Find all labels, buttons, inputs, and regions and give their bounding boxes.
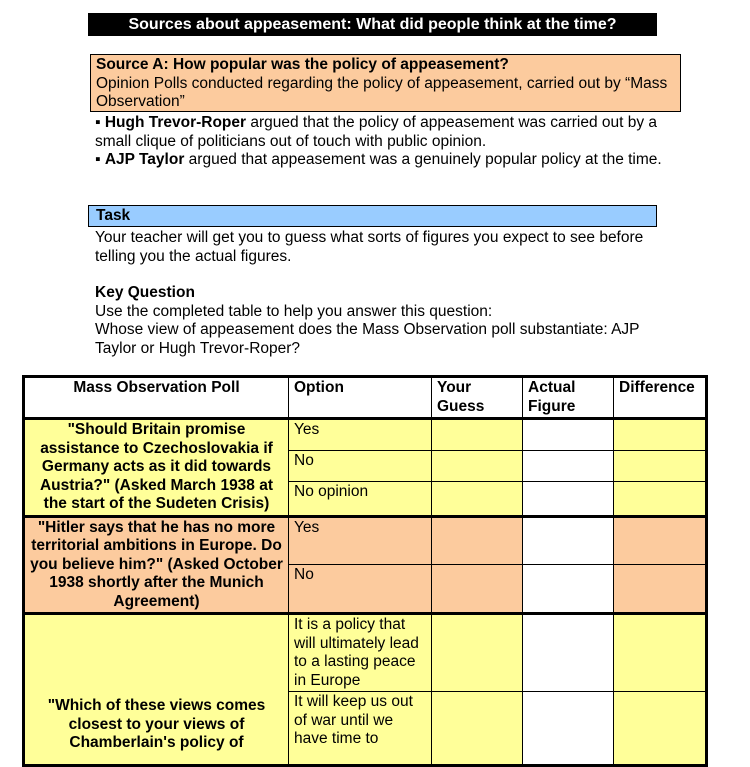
view-text: argued that the policy of appeasement was carried out by a small clique of politicians out of touch with public opinion. — [95, 114, 658, 150]
bullet: ▪ — [95, 151, 101, 168]
guess-cell[interactable] — [432, 451, 523, 482]
poll-table — [22, 375, 708, 767]
actual-cell — [523, 692, 614, 766]
guess-cell[interactable] — [432, 565, 523, 614]
table-row — [24, 516, 707, 565]
view-taylor — [95, 151, 665, 170]
historian-name: Hugh Trevor-Roper — [104, 114, 247, 131]
historian-name: AJP Taylor — [104, 151, 185, 168]
task-heading: Task — [88, 205, 657, 227]
source-a-heading: Source A: How popular was the policy of appeasement? — [96, 56, 509, 73]
guess-cell[interactable] — [432, 482, 523, 516]
option-cell: It will keep us out of war until we have time to — [289, 692, 432, 766]
historian-views — [95, 114, 665, 170]
key-question-heading: Key Question — [95, 284, 195, 301]
difference-cell — [614, 482, 707, 516]
option-cell: No opinion — [289, 482, 432, 516]
question-cell: "Which of these views comes closest to your views of Chamberlain's policy of — [24, 614, 289, 766]
option-cell: Yes — [289, 516, 432, 565]
view-text: argued that appeasement was a genuinely popular policy at the time. — [184, 151, 662, 168]
view-trevor-roper — [95, 114, 665, 151]
actual-cell — [523, 516, 614, 565]
question-cell: "Hitler says that he has no more territorial ambitions in Europe. Do you believe him?" (Asked October 1938 shortly after the Munich Agreement) — [24, 516, 289, 614]
difference-cell — [614, 565, 707, 614]
page-title: Sources about appeasement: What did people think at the time? — [88, 13, 657, 36]
table-header-row — [24, 377, 707, 419]
task-body: Your teacher will get you to guess what sorts of figures you expect to see before telling you the actual figures. — [95, 229, 644, 265]
key-question-line1: Use the completed table to help you answer this question: — [95, 302, 493, 320]
actual-cell — [523, 482, 614, 516]
option-cell: No — [289, 451, 432, 482]
table-row — [24, 419, 707, 451]
header-option: Option — [289, 377, 432, 419]
header-guess: Your Guess — [432, 377, 523, 419]
difference-cell — [614, 614, 707, 692]
bullet: ▪ — [95, 114, 101, 131]
question-cell: "Should Britain promise assistance to Czechoslovakia if Germany acts as it did towards Austria?" (Asked March 1938 at the start of the Sudeten Crisis) — [24, 419, 289, 517]
actual-cell — [523, 614, 614, 692]
source-a-body: Opinion Polls conducted regarding the policy of appeasement, carried out by “Mass Observation” — [96, 74, 668, 110]
table-row — [24, 614, 707, 692]
header-poll: Mass Observation Poll — [24, 377, 289, 419]
guess-cell[interactable] — [432, 419, 523, 451]
actual-cell — [523, 565, 614, 614]
difference-cell — [614, 692, 707, 766]
actual-cell — [523, 451, 614, 482]
key-question — [95, 284, 655, 358]
option-cell: It is a policy that will ultimately lead to a lasting peace in Europe — [289, 614, 432, 692]
difference-cell — [614, 516, 707, 565]
key-question-line2: Whose view of appeasement does the Mass Observation poll substantiate: AJP Taylor or Hugh Trevor-Roper? — [95, 321, 640, 357]
guess-cell[interactable] — [432, 614, 523, 692]
source-a-box — [90, 54, 681, 112]
option-cell: Yes — [289, 419, 432, 451]
header-difference: Difference — [614, 377, 707, 419]
guess-cell[interactable] — [432, 692, 523, 766]
difference-cell — [614, 451, 707, 482]
actual-cell — [523, 419, 614, 451]
header-actual: Actual Figure — [523, 377, 614, 419]
option-cell: No — [289, 565, 432, 614]
difference-cell — [614, 419, 707, 451]
guess-cell[interactable] — [432, 516, 523, 565]
